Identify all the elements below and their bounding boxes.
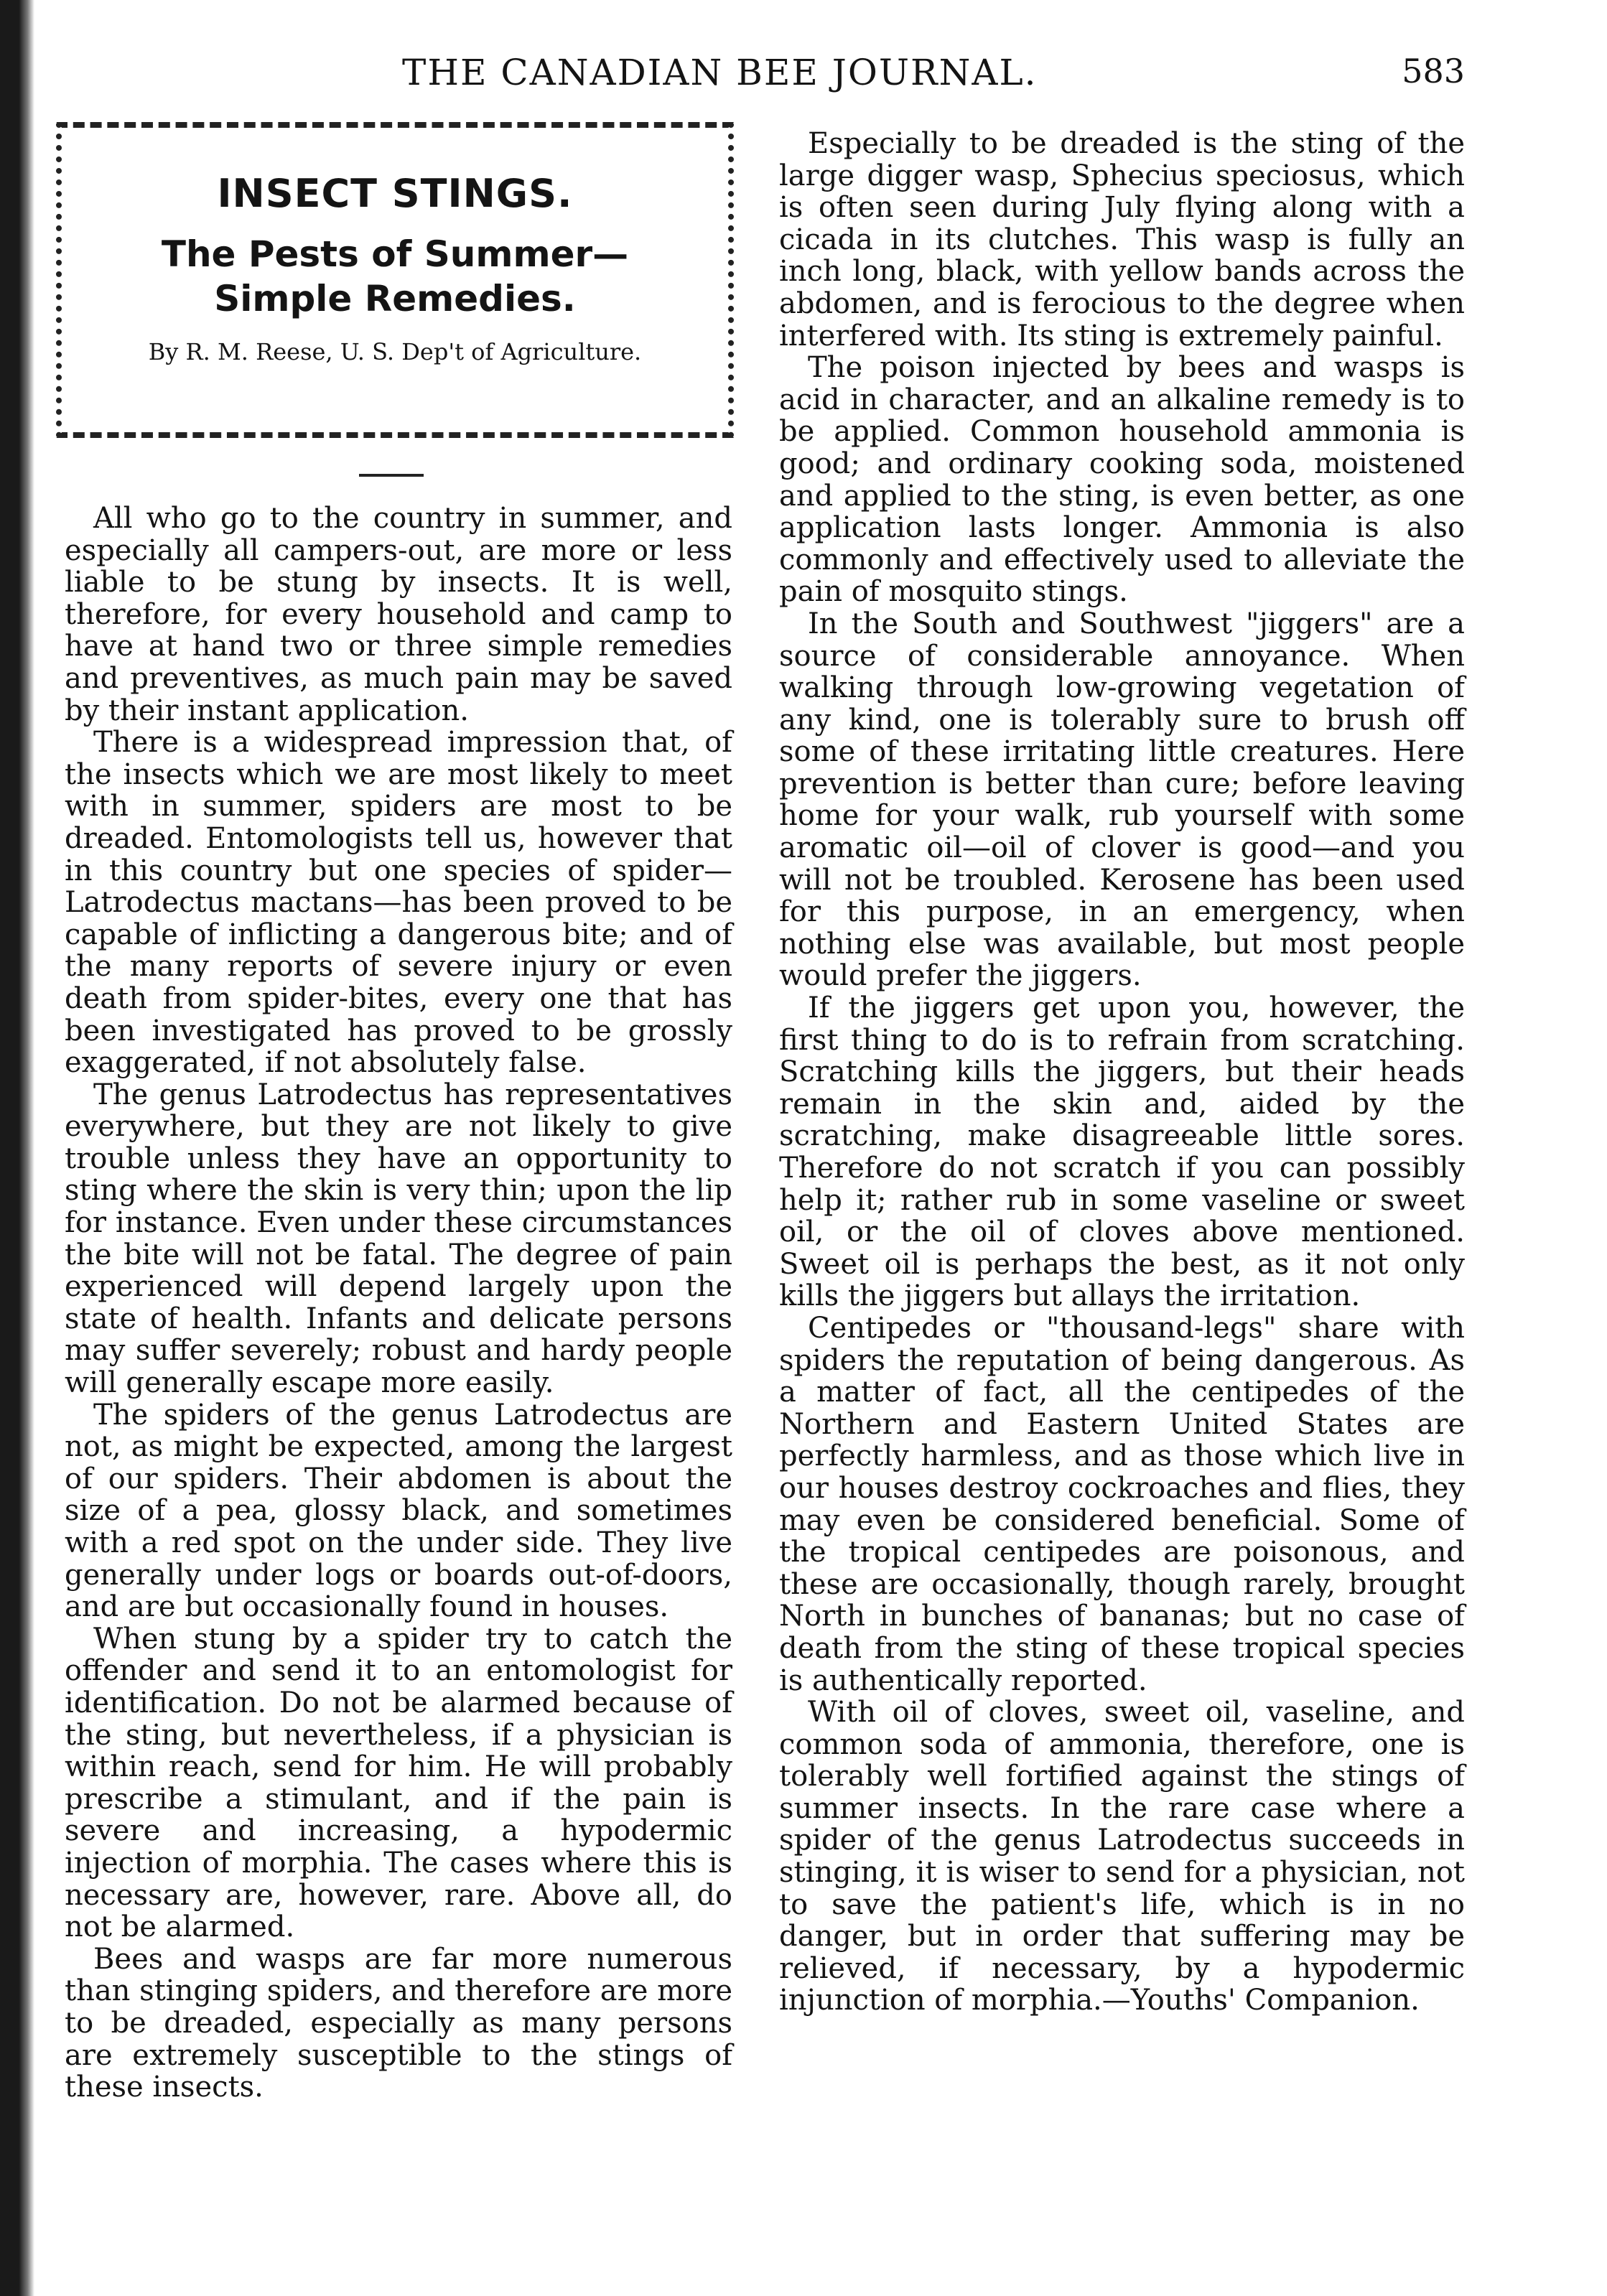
paragraph: The genus Latrodectus has representatives everywhere, but they are not likely to give trouble unless they have an opportunity to sting where the skin is very thin; upon the lip for instance. Even under these circumstances the bite will not be fatal. The degree of pain experienced will depend largely upon the state of health. Infants and delicate persons may suffer severely; robust and hardy people will generally escape more easily. [65,1078,732,1400]
paragraph: Especially to be dreaded is the sting of the large digger wasp, Sphecius speciosus, which is often seen during July flying along with a cicada in its clutches. This wasp is fully an inch long, black, with yellow bands across the abdomen, and is ferocious to the degree when interfered with. Its sting is extremely painful. [779,127,1465,353]
left-column [65,503,732,2104]
paragraph: In the South and Southwest "jiggers" are a source of considerable annoyance. When walking through low-growing vegetation of any kind, one is tolerably sure to brush off some of these irritating little creatures. Here prevention is better than cure; before leaving home for your walk, rub yourself with some aromatic oil—oil of clover is good—and you will not be troubled. Kerosene has been used for this purpose, in an emergency, when nothing else was available, but most people would prefer the jiggers. [779,607,1465,993]
article-title-box [56,122,734,438]
paragraph: When stung by a spider try to catch the offender and send it to an entomologist for identification. Do not be alarmed because of the sting, but nevertheless, if a physician is within reach, send for him. He will probably prescribe a stimulant, and if the pain is severe and increasing, a hypodermic injection of morphia. The cases where this is necessary are, however, rare. Above all, do not be alarmed. [65,1622,732,1944]
paragraph: The poison injected by bees and wasps is acid in character, and an alkaline remedy is to be applied. Common household ammonia is good; and ordinary cooking soda, moistened and applied to the sting, is even better, as one application lasts longer. Ammonia is also commonly and effectively used to alleviate the pain of mosquito stings. [779,351,1465,609]
paragraph: With oil of cloves, sweet oil, vaseline, and common soda of ammonia, therefore, one is tolerably well fortified against the stings of summer insects. In the rare case where a spider of the genus Latrodectus succeeds in stinging, it is wiser to send for a physician, not to save the patient's life, which is in no danger, but in order that suffering may be relieved, if necessary, by a hypodermic injunction of morphia.—Youths' Companion. [779,1696,1465,2017]
journal-title: THE CANADIAN BEE JOURNAL. [402,52,1038,93]
paragraph: If the jiggers get upon you, however, the first thing to do is to refrain from scratching. Scratching kills the jiggers, but their heads remain in the skin and, aided by the scratching, make disagreeable little sores. Therefore do not scratch if you can possibly help it; rather rub in some vaseline or sweet oil, or the oil of cloves above mentioned. Sweet oil is perhaps the best, as it not only kills the jiggers but allays the irritation. [779,991,1465,1313]
paragraph: The spiders of the genus Latrodectus are not, as might be expected, among the largest of our spiders. Their abdomen is about the size of a pea, glossy black, and sometimes with a red spot on the under side. They live generally under logs or boards out-of-doors, and are but occasionally found in houses. [65,1398,732,1624]
paragraph: There is a widespread impression that, of the insects which we are most likely to meet with in summer, spiders are most to be dreaded. Entomologists tell us, however that in this country but one species of spider—Latrodectus mactans—has been proved to be capable of inflicting a dangerous bite; and of the many reports of severe injury or even death from spider-bites, every one that has been investigated has proved to be grossly exaggerated, if not absolutely false. [65,726,732,1080]
paragraph: Centipedes or "thousand-legs" share with spiders the reputation of being dangerous. As a matter of fact, all the centipedes of the Northern and Eastern United States are perfectly harmless, and as those which live in our houses destroy cockroaches and flies, they may even be considered beneficial. Some of the tropical centipedes are poisonous, and these are occasionally, though rarely, brought North in bunches of bananas; but no case of death from the sting of these tropical species is authentically reported. [779,1311,1465,1697]
paragraph: Bees and wasps are far more numerous than stinging spiders, and therefore are more to be dreaded, especially as many persons are extremely susceptible to the stings of these insects. [65,1942,732,2104]
running-header [402,52,1465,102]
article-title: INSECT STINGS. [217,171,573,216]
page-binding-edge [0,0,34,2296]
section-divider [359,474,424,477]
article-subtitle: The Pests of Summer—Simple Remedies. [161,233,629,319]
page-number: 583 [1402,52,1465,90]
right-column [779,128,1465,2017]
article-byline: By R. M. Reese, U. S. Dep't of Agriculture. [148,338,642,365]
paragraph: All who go to the country in summer, and especially all campers-out, are more or less liable to be stung by insects. It is well, therefore, for every household and camp to have at hand two or three simple remedies and preventives, as much pain may be saved by their instant application. [65,502,732,727]
